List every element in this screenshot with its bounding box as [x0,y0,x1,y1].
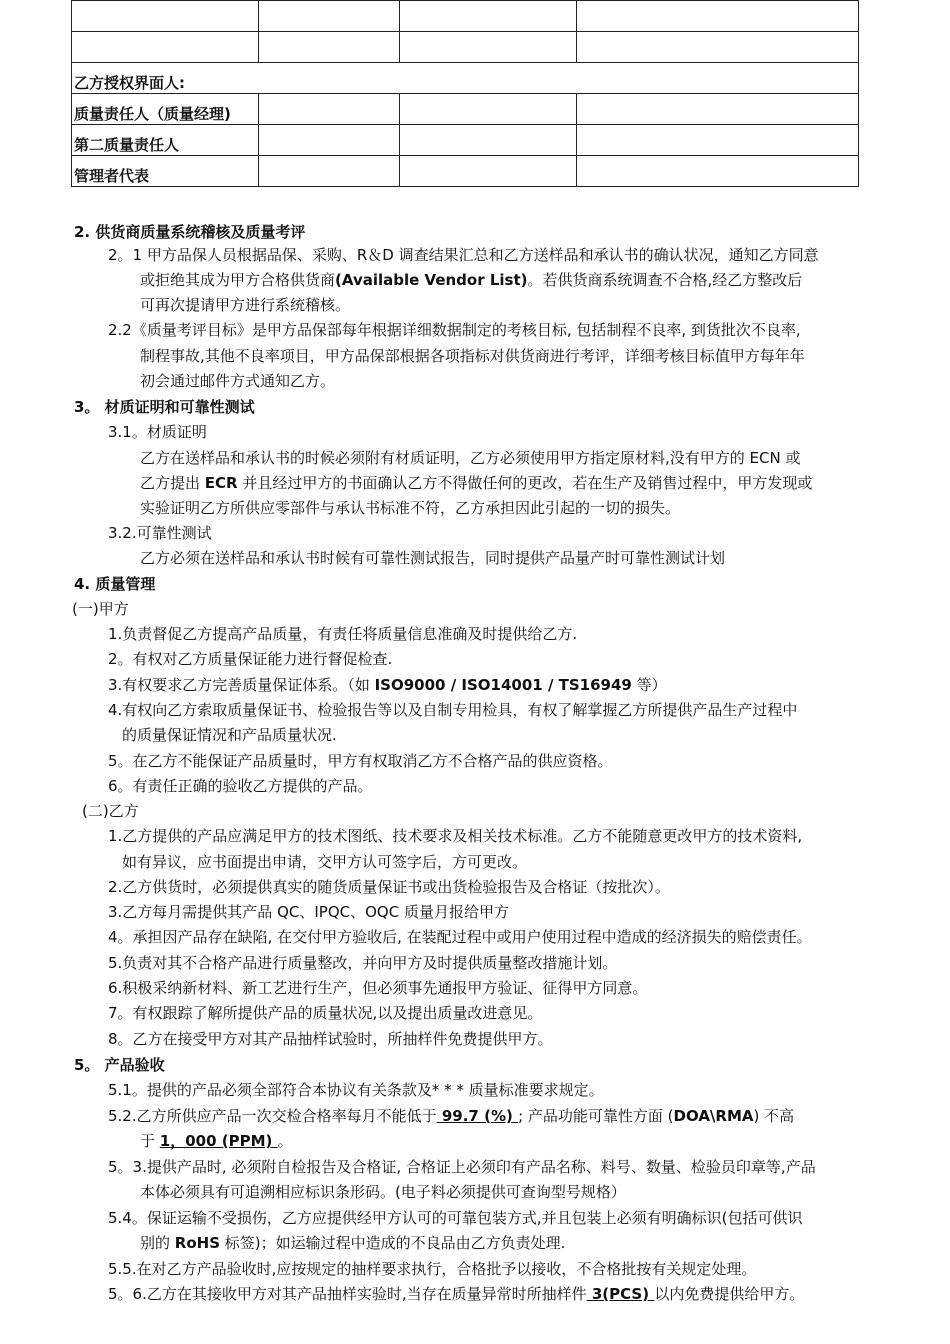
list-item: 4。承担因产品存在缺陷, 在交付甲方验收后, 在装配过程中或用户使用过程中造成的经济损失的赔偿责任。 [108,928,812,946]
list-item: 3.乙方每月需提供其产品 QC、IPQC、OQC 质量月报给甲方 [108,903,509,921]
list-item: 3.有权要求乙方完善质量保证体系。（如 ISO9000 / ISO14001 / TS16949 等） [108,676,667,694]
quality-manager-label: 质量责任人（质量经理) [72,94,259,125]
list-item: 6。有责任正确的验收乙方提供的产品。 [108,777,373,795]
list-item: 本体必须具有可追溯相应标识条形码。(电子料必须提供可查询型号规格） [140,1183,626,1201]
table-row [72,94,859,125]
list-item: 如有异议，应书面提出申请，交甲方认可签字后，方可更改。 [122,853,528,871]
second-quality-label: 第二质量责任人 [72,125,259,156]
paragraph-line: 乙方提出 ECR 并且经过甲方的书面确认乙方不得做任何的更改，若在生产及销售过程中，甲方发现或 [140,474,813,492]
list-item: 别的 RoHS 标签)；如运输过程中造成的不良品由乙方负责处理. [140,1234,566,1252]
paragraph-line: 实验证明乙方所供应零部件与承认书标准不符，乙方承担因此引起的一切的损失。 [140,499,681,517]
paragraph-line: 2.2《质量考评目标》是甲方品保部每年根据详细数据制定的考核目标, 包括制程不良率, 到货批次不良率, [108,321,801,339]
list-item: 2。有权对乙方质量保证能力进行督促检查. [108,650,393,668]
table-row [72,125,859,156]
list-item: 1.负责督促乙方提高产品质量，有责任将质量信息准确及时提供给乙方. [108,625,578,643]
list-item: 的质量保证情况和产品质量状况. [122,726,337,744]
list-item: 7。有权跟踪了解所提供产品的质量状况,以及提出质量改进意见。 [108,1004,543,1022]
paragraph-line: 可再次提请甲方进行系统稽核。 [140,296,351,314]
table-row [72,32,859,63]
table-row [72,156,859,187]
table-row [72,1,859,32]
list-item: 5.2.乙方所供应产品一次交检合格率每月不能低于 99.7 (%) ; 产品功能可靠性方面 (DOA\RMA) 不高 [108,1107,795,1125]
table-cell [72,1,259,32]
authorized-label: 乙方授权界面人: [72,63,859,94]
list-item: 2.乙方供货时，必须提供真实的随货质量保证书或出货检验报告及合格证（按批次）。 [108,878,670,896]
paragraph-line: 制程事故,其他不良率项目，甲方品保部根据各项指标对供货商进行考评，详细考核目标值甲方每年年 [140,347,805,365]
table-row [72,63,859,94]
list-item: 5.4。保证运输不受损伤，乙方应提供经甲方认可的可靠包装方式,并且包装上必须有明确标识(包括可供识 [108,1209,803,1227]
section-5-heading: 5。 产品验收 [74,1056,165,1074]
list-item: 5。3.提供产品时, 必须附自检报告及合格证, 合格证上必须印有产品名称、料号、数量、检验员印章等,产品 [108,1158,816,1176]
paragraph-line: 乙方在送样品和承认书的时候必须附有材质证明，乙方必须使用甲方指定原材料,没有甲方的 ECN 或 [140,449,801,467]
section-2-heading: 2. 供货商质量系统稽核及质量考评 [74,223,306,241]
contact-table [71,0,859,187]
subheading: 3.2.可靠性测试 [108,524,212,542]
paragraph-line: 初会通过邮件方式通知乙方。 [140,372,336,390]
list-item: 4.有权向乙方索取质量保证书、检验报告等以及自制专用检具，有权了解掌握乙方所提供产品生产过程中 [108,701,798,719]
list-item: 于 1，000 (PPM) 。 [140,1132,293,1150]
management-rep-label: 管理者代表 [72,156,259,187]
section-3-heading: 3。 材质证明和可靠性测试 [74,398,255,416]
list-item: 5。在乙方不能保证产品质量时，甲方有权取消乙方不合格产品的供应资格。 [108,752,613,770]
list-item: 5.5.在对乙方产品验收时,应按规定的抽样要求执行，合格批予以接收，不合格批按有关规定处理。 [108,1260,757,1278]
paragraph-line: 2。1 甲方品保人员根据品保、采购、R＆D 调查结果汇总和乙方送样品和承认书的确认状况，通知乙方同意 [108,246,819,264]
list-item: 5.负责对其不合格产品进行质量整改，并向甲方及时提供质量整改措施计划。 [108,954,618,972]
paragraph-line: 乙方必须在送样品和承认书时候有可靠性测试报告，同时提供产品量产时可靠性测试计划 [140,549,726,567]
paragraph-line: 或拒绝其成为甲方合格供货商(Available Vendor List)。若供货商系统调查不合格,经乙方整改后 [140,271,803,289]
subheading: 3.1。材质证明 [108,423,207,441]
subheading: (二)乙方 [82,802,139,820]
list-item: 6.积极采纳新材料、新工艺进行生产，但必须事先通报甲方验证、征得甲方同意。 [108,979,648,997]
list-item: 1.乙方提供的产品应满足甲方的技术图纸、技术要求及相关技术标准。乙方不能随意更改甲方的技术资料, [108,827,803,845]
list-item: 5。6.乙方在其接收甲方对其产品抽样实验时,当存在质量异常时所抽样件 3(PCS) 以内免费提供给甲方。 [108,1285,805,1303]
list-item: 5.1。提供的产品必须全部符合本协议有关条款及* * * 质量标准要求规定。 [108,1081,604,1099]
section-4-heading: 4. 质量管理 [74,575,156,593]
subheading: (一)甲方 [72,600,129,618]
list-item: 8。乙方在接受甲方对其产品抽样试验时，所抽样件免费提供甲方。 [108,1030,553,1048]
